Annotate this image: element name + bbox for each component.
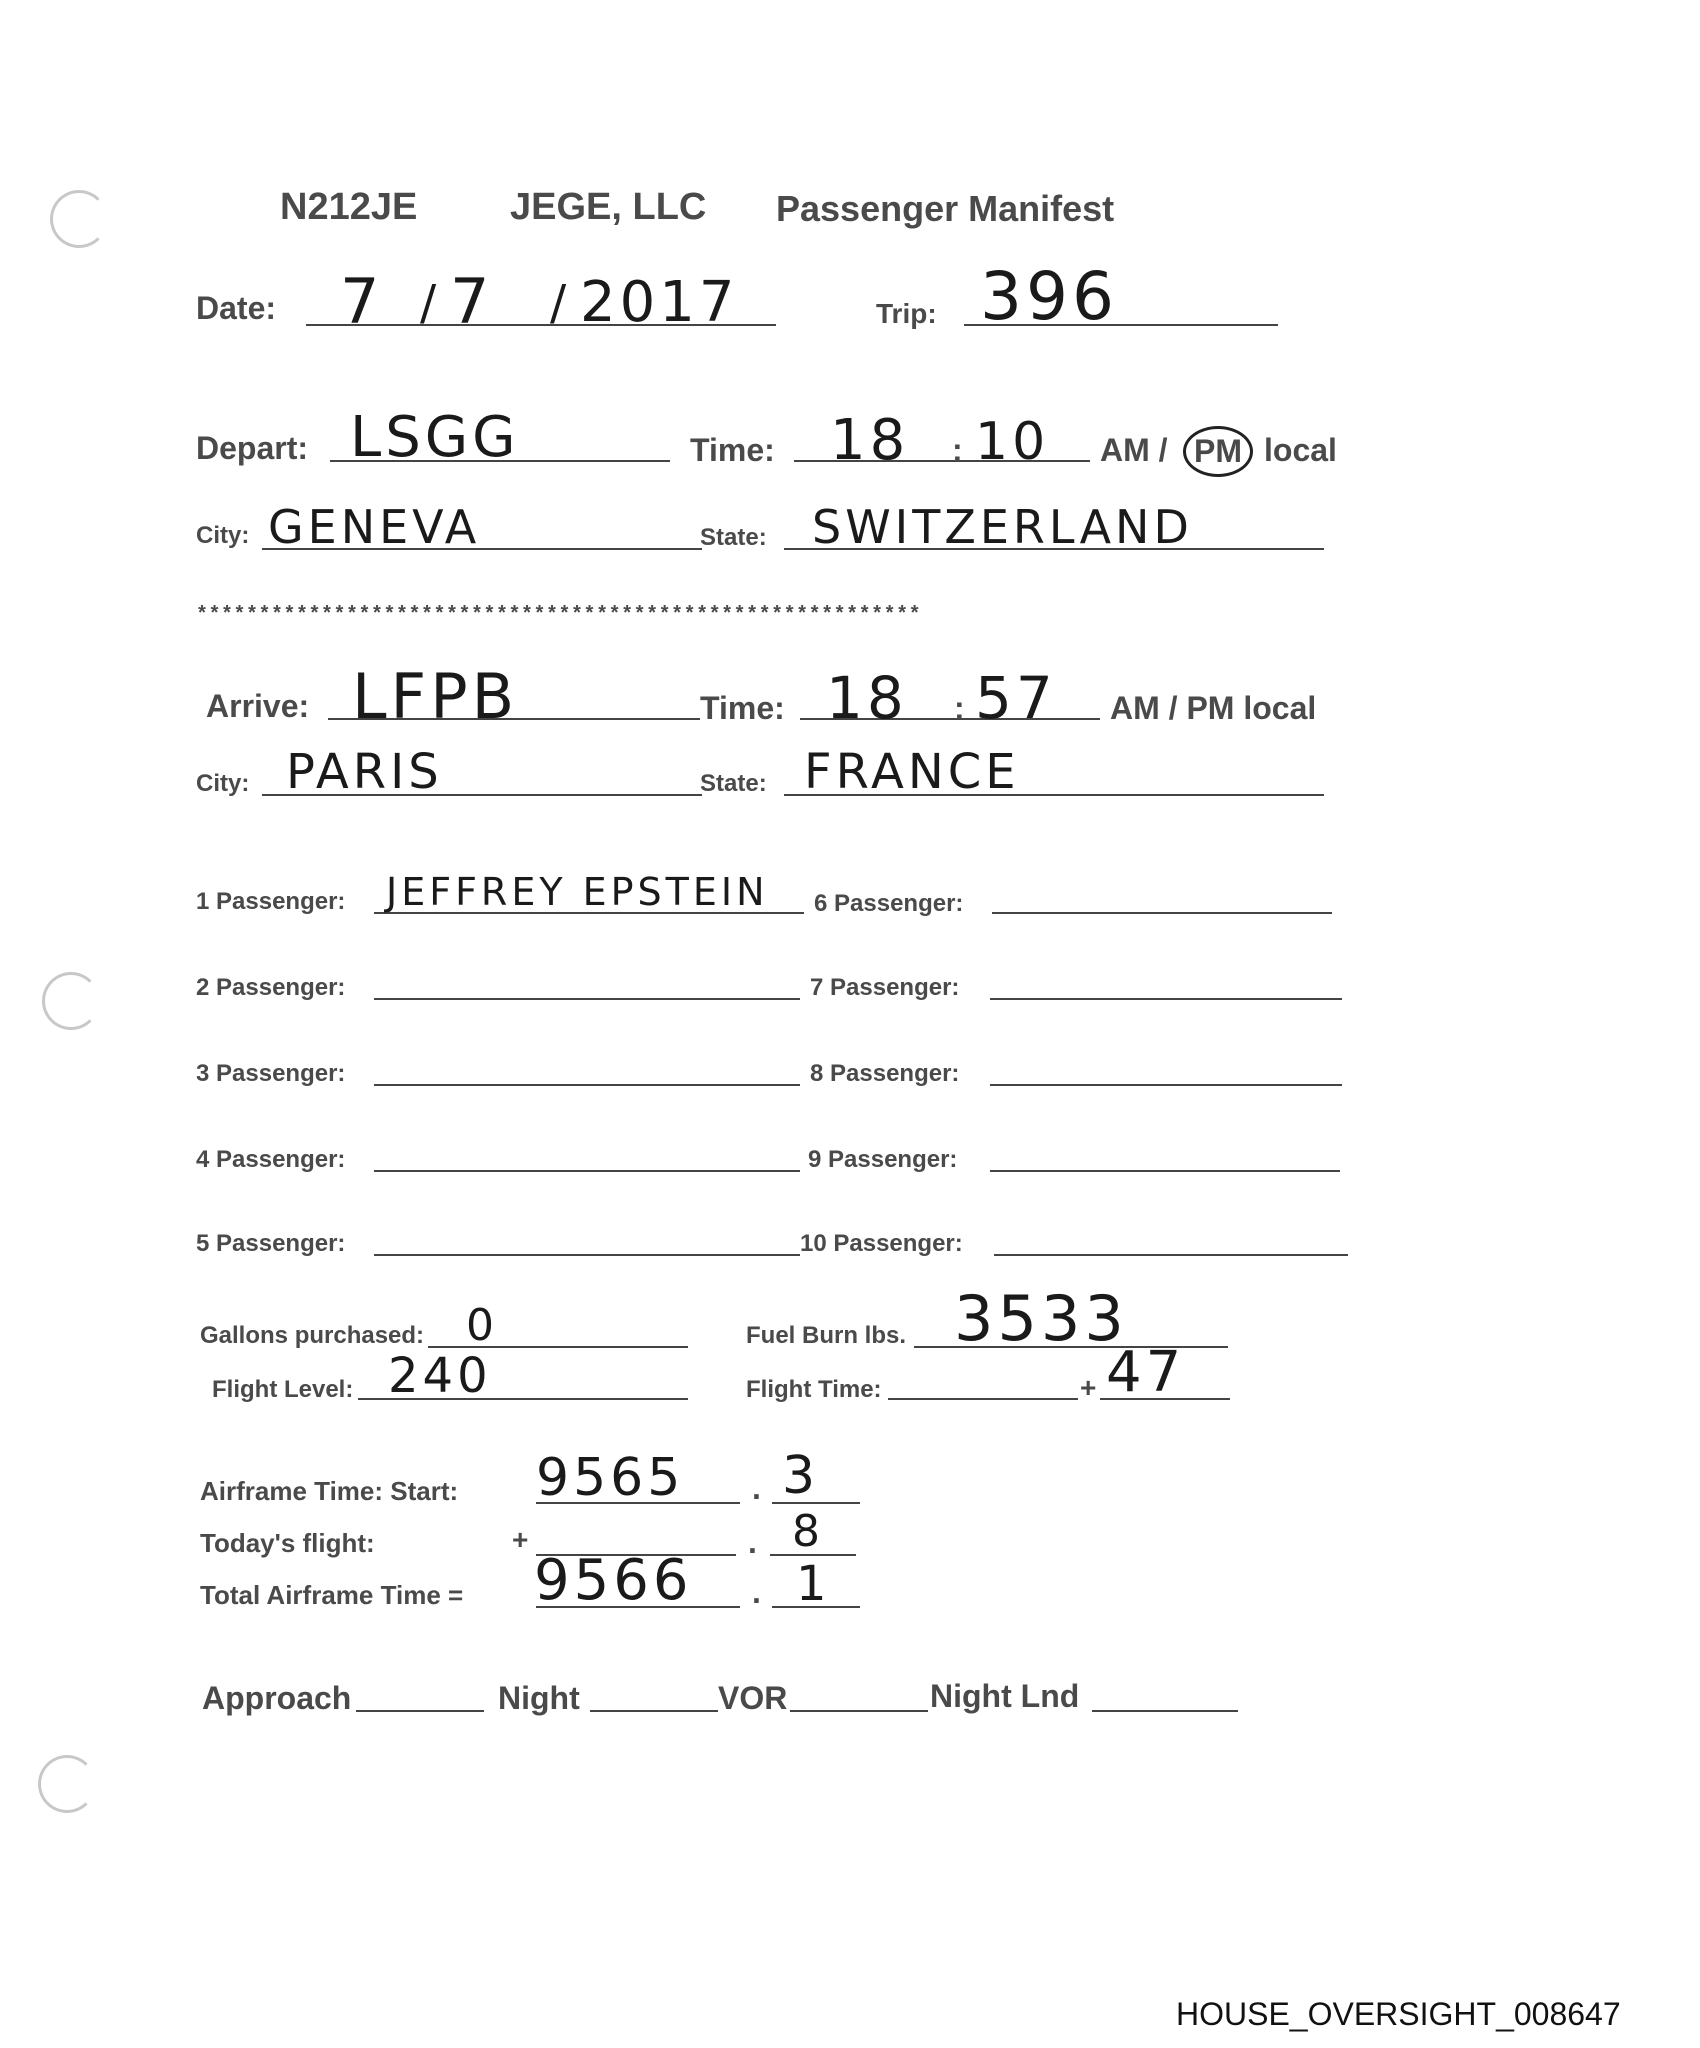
airframe-start-whole[interactable]: 9565 bbox=[536, 1448, 685, 1508]
bates-number: HOUSE_OVERSIGHT_008647 bbox=[1176, 1996, 1621, 2032]
night-line[interactable] bbox=[590, 1710, 718, 1712]
section-separator: ********************************************************** bbox=[196, 604, 922, 627]
binder-hole-bottom bbox=[38, 1755, 96, 1813]
passenger-3-line bbox=[374, 1084, 800, 1086]
total-airframe-dot: . bbox=[752, 1574, 761, 1610]
flight-time-label: Flight Time: bbox=[746, 1376, 882, 1403]
passenger-1-name[interactable]: JEFFREY EPSTEIN bbox=[386, 870, 769, 914]
passenger-5-line bbox=[374, 1254, 800, 1256]
airframe-start-dot: . bbox=[752, 1470, 761, 1506]
binder-hole-middle bbox=[42, 972, 100, 1030]
depart-airport[interactable]: LSGG bbox=[350, 405, 520, 470]
airframe-start-tenth[interactable]: 3 bbox=[782, 1446, 820, 1506]
night-landing-label: Night Lnd bbox=[930, 1678, 1080, 1714]
total-airframe-label: Total Airframe Time = bbox=[200, 1580, 464, 1610]
passenger-4-line bbox=[374, 1170, 800, 1172]
approach-label: Approach bbox=[202, 1680, 352, 1716]
fuel-burn-label: Fuel Burn lbs. bbox=[746, 1322, 907, 1349]
date-separator-2: / bbox=[550, 275, 571, 331]
approach-line[interactable] bbox=[356, 1710, 484, 1712]
passenger-10-line bbox=[994, 1254, 1348, 1256]
vor-label: VOR bbox=[718, 1680, 788, 1716]
passenger-10-label: 10 Passenger: bbox=[800, 1230, 963, 1257]
date-separator-1: / bbox=[420, 275, 441, 331]
depart-city[interactable]: GENEVA bbox=[268, 500, 481, 554]
flight-level-value[interactable]: 240 bbox=[388, 1348, 492, 1404]
form-title: Passenger Manifest bbox=[776, 188, 1115, 229]
date-day[interactable]: 7 bbox=[450, 265, 494, 338]
depart-label: Depart: bbox=[196, 430, 309, 466]
total-airframe-whole[interactable]: 9566 bbox=[534, 1548, 693, 1613]
flight-time-line-1 bbox=[888, 1398, 1078, 1400]
arrive-label: Arrive: bbox=[206, 688, 310, 724]
todays-flight-label: Today's flight: bbox=[200, 1528, 375, 1558]
depart-time-colon: : bbox=[952, 432, 963, 468]
flight-level-label: Flight Level: bbox=[212, 1376, 354, 1403]
arrive-ampm-label: AM / PM local bbox=[1110, 690, 1317, 726]
todays-flight-tenth[interactable]: 8 bbox=[792, 1506, 824, 1557]
passenger-1-label: 1 Passenger: bbox=[196, 888, 346, 915]
passenger-6-line bbox=[992, 912, 1332, 914]
gallons-purchased-value[interactable]: 0 bbox=[466, 1300, 498, 1351]
depart-time-label: Time: bbox=[690, 432, 775, 468]
tail-number: N212JE bbox=[280, 186, 418, 228]
company-name: JEGE, LLC bbox=[510, 186, 707, 228]
passenger-5-label: 5 Passenger: bbox=[196, 1230, 346, 1257]
passenger-9-label: 9 Passenger: bbox=[808, 1146, 958, 1173]
fuel-burn-value[interactable]: 3533 bbox=[954, 1282, 1128, 1355]
depart-ampm-label: AM / bbox=[1100, 432, 1168, 468]
passenger-8-label: 8 Passenger: bbox=[810, 1060, 960, 1087]
passenger-2-label: 2 Passenger: bbox=[196, 974, 346, 1001]
passenger-7-label: 7 Passenger: bbox=[810, 974, 960, 1001]
passenger-3-label: 3 Passenger: bbox=[196, 1060, 346, 1087]
date-label: Date: bbox=[196, 290, 277, 326]
date-month[interactable]: 7 bbox=[340, 265, 384, 338]
depart-country[interactable]: SWITZERLAND bbox=[812, 500, 1193, 554]
arrive-hour[interactable]: 18 bbox=[826, 664, 908, 732]
arrive-city-label: City: bbox=[196, 770, 250, 797]
trip-label: Trip: bbox=[876, 298, 937, 329]
arrive-city[interactable]: PARIS bbox=[286, 744, 443, 800]
arrive-country[interactable]: FRANCE bbox=[804, 744, 1020, 800]
depart-hour[interactable]: 18 bbox=[830, 408, 910, 473]
passenger-6-label: 6 Passenger: bbox=[814, 890, 964, 917]
flight-time-value[interactable]: 47 bbox=[1106, 1340, 1186, 1405]
passenger-9-line bbox=[990, 1170, 1340, 1172]
night-landing-line[interactable] bbox=[1092, 1710, 1238, 1712]
passenger-7-line bbox=[990, 998, 1342, 1000]
passenger-4-label: 4 Passenger: bbox=[196, 1146, 346, 1173]
total-airframe-tenth[interactable]: 1 bbox=[796, 1556, 831, 1612]
arrive-time-label: Time: bbox=[700, 690, 785, 726]
airframe-start-label: Airframe Time: Start: bbox=[200, 1476, 459, 1506]
vor-line[interactable] bbox=[790, 1710, 928, 1712]
depart-state-label: State: bbox=[700, 524, 767, 551]
arrive-airport[interactable]: LFPB bbox=[352, 660, 519, 733]
date-year[interactable]: 2017 bbox=[580, 270, 739, 335]
flight-time-plus: + bbox=[1080, 1372, 1097, 1403]
night-label: Night bbox=[498, 1680, 580, 1716]
todays-flight-dot: . bbox=[748, 1524, 757, 1560]
arrive-state-label: State: bbox=[700, 770, 767, 797]
passenger-8-line bbox=[990, 1084, 1342, 1086]
gallons-purchased-label: Gallons purchased: bbox=[200, 1322, 425, 1349]
depart-pm-circled[interactable]: PM bbox=[1183, 426, 1253, 477]
arrive-minute[interactable]: 57 bbox=[975, 664, 1057, 732]
binder-hole-top bbox=[50, 190, 108, 248]
todays-flight-plus: + bbox=[512, 1524, 529, 1555]
arrive-time-colon: : bbox=[954, 690, 965, 726]
depart-city-label: City: bbox=[196, 522, 250, 549]
depart-local-label: local bbox=[1264, 432, 1337, 468]
depart-minute[interactable]: 10 bbox=[975, 412, 1050, 472]
passenger-2-line bbox=[374, 998, 800, 1000]
trip-number[interactable]: 396 bbox=[980, 258, 1118, 335]
